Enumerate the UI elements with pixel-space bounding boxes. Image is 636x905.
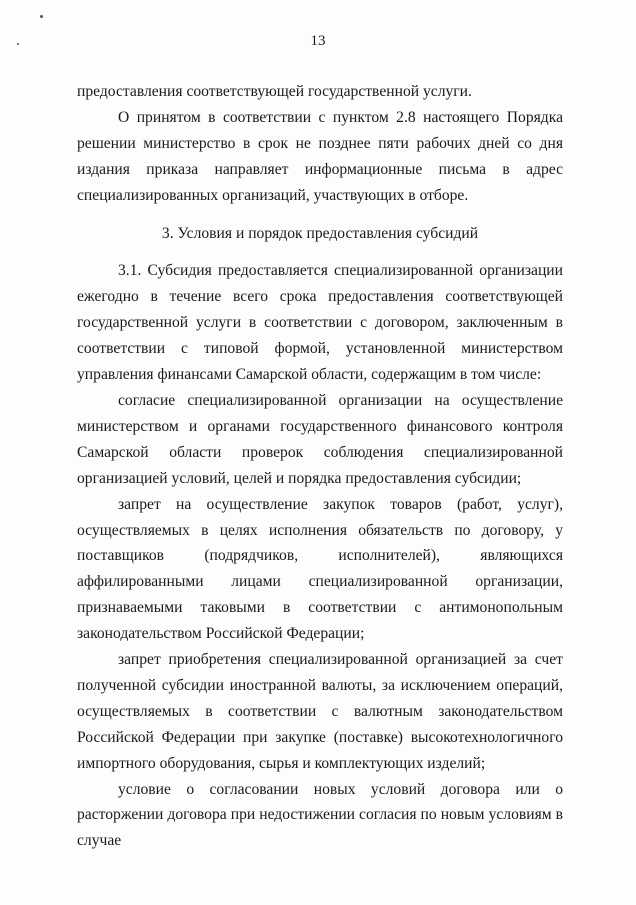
paragraph: О принятом в соответствии с пунктом 2.8 настоящего Порядка решении министерство в срок не позднее пяти рабочих дней со дня издания приказа направляет информационные письма в адрес специализированных организаций, участвующих в отборе. [77,108,563,204]
paragraph: согласие специализированной организации на осуществление министерством и органами государственного финансового контроля Самарской области проверок соблюдения специализированной организацией условий, целей и порядка предоставления субсидии; [77,391,563,487]
paragraph: 3.1. Субсидия предоставляется специализированной организации ежегодно в течение всего срока предоставления соответствующей государственной услуги в соответствии с договором, заключенным в соответствии с типовой формой, установленной министерством управления финансами Самарской области, содержащим в том числе: [77,262,563,384]
document-body [77,79,563,854]
paragraph: условие о согласовании новых условий договора или о расторжении договора при недостижении согласия по новым условиям в случае [77,780,563,850]
page-number: 13 [310,33,326,49]
paragraph: предоставления соответствующей государственной услуги. [77,83,472,100]
section-heading: 3. Условия и порядок предоставления субсидий [161,224,479,242]
scan-artifact-dot [40,15,43,18]
paragraph: запрет на осуществление закупок товаров (работ, услуг), осуществляемых в целях исполнения обязательств по договору, у поставщиков (подрядчиков, исполнителей), являющихся аффилированными лицами специализированной организации, признаваемыми таковыми в соответствии с антимонопольным законодательством Российской Федерации; [77,495,563,643]
paragraph: запрет приобретения специализированной организацией за счет полученной субсидии иностранной валюты, за исключением операций, осуществляемых в соответствии с валютным законодательством Российской Федерации при закупке (поставке) высокотехнологичного импортного оборудования, сырья и комплектующих изделий; [77,651,563,772]
